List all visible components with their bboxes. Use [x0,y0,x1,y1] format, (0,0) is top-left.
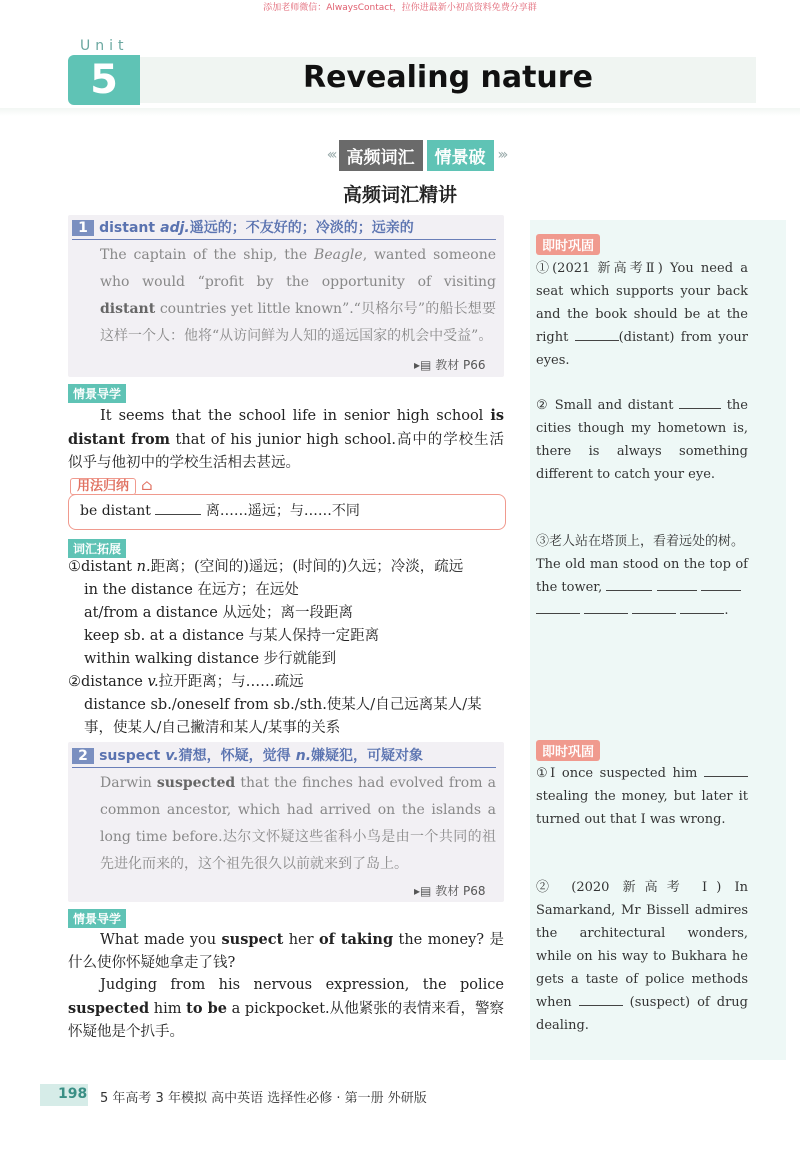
text-run: n. [136,559,151,575]
book-icon: ▸▤ [414,358,432,372]
practice-tag-2 [536,740,600,761]
vocab-line [68,648,504,671]
usage-rule [80,500,360,523]
part-of-speech: v. [165,748,179,764]
vocab-line [68,579,504,602]
text-run: The captain of the ship, the [100,247,315,263]
scene-tag-label: 情景导学 [68,909,126,928]
banner-right: 情景破 [427,140,494,171]
entry-heading-1 [72,217,496,240]
text-run: distance sb./oneself from sb./sth.使某人/自己远离某人/某事，使某人/自己撇清和某人/某事的关系 [84,697,482,736]
source-text: 教材 P66 [435,358,486,372]
section-banner [318,140,514,170]
text-run: It seems that the school life in senior high school [100,408,491,424]
q1-blank[interactable] [575,340,619,341]
banner-left: 高频词汇 [339,140,423,171]
q3-blank-2[interactable] [657,590,697,591]
text-run: a pickpocket.从他紧张的表情来看，警察怀疑他是个扒手。 [68,1001,505,1040]
chevron-right-icon: ››› [497,147,506,163]
practice-tag-1 [536,234,600,255]
vocab-line [68,602,504,625]
text-run: 拉开距离；与……疏远 [158,674,304,690]
vocab-tag-label: 词汇拓展 [68,539,126,558]
book-series: 5 年高考 3 年模拟 高中英语 选择性必修 · 第一册 外研版 [100,1091,427,1106]
q1-text-end: (distant) from your eyes. [536,330,748,368]
meaning-2: 嫌疑犯，可疑对象 [311,748,424,764]
text-run: v. [147,674,159,690]
vocab-line [68,556,504,579]
text-run: is distant from [68,407,504,448]
textbook-quote-1 [100,242,496,350]
usage-tag [70,475,153,494]
usage-tag-label: 用法归纳 [70,478,136,495]
chevron-left-icon: ‹‹‹ [326,147,335,163]
vocab-line [68,671,504,694]
text-run: keep sb. at a distance 与某人保持一定距离 [84,628,380,644]
scene-tag-1 [68,383,126,403]
q5-text: ② (2020 新高考 Ⅰ) In Samarkand, Mr Bissell admires the architectural wonders, while on his way to Bukhara he gets a taste of police methods when [536,880,748,1010]
unit-number: 5 [68,55,140,105]
text-run: distant [100,301,156,317]
text-run: ②distance [68,674,148,690]
text-run: her [283,932,319,948]
q3-end: . [724,603,729,618]
text-run: in the distance 在远方；在远处 [84,582,299,598]
section-subtitle: 高频词汇精讲 [342,184,457,206]
text-run: that the finches had evolved from a common ancestor, which had arrived on the islands a long time before.达尔文怀疑这些雀科小鸟是由一个共同的祖先进化而来的，这个祖先很久以前就来到了岛上。 [100,775,496,872]
practice-q4 [536,762,748,831]
text-run: countries yet little known”.“贝格尔号”的船长想要这样一个人：他将“从访问鲜为人知的遥远国家的机会中受益”。 [100,301,496,344]
source-ref-2 [414,882,486,899]
q3-blank-3[interactable] [701,590,741,591]
text-run: of taking [318,931,394,948]
text-run: What made you [100,932,222,948]
q5-text-end: (suspect) of drug dealing. [536,995,748,1033]
q4-blank[interactable] [704,776,748,777]
vocab-line [68,625,504,648]
text-run: , wanted someone who would “profit by the opportunity of visiting [100,247,496,290]
practice-tag-label: 即时巩固 [536,740,600,761]
page-title: Revealing nature [303,60,593,95]
scene-paragraph-1 [68,404,504,475]
vocab-list [68,556,504,740]
practice-q3 [536,530,748,622]
text-run: at/from a distance 从远处；离一段距离 [84,605,353,621]
practice-q2 [536,394,748,486]
meaning: 遥远的；不友好的；冷淡的；远亲的 [189,220,414,236]
textbook-quote-2 [100,770,496,878]
q3-chinese: ③老人站在塔顶上，看着远处的树。 [536,534,745,549]
usage-suffix: 离……遥远；与……不同 [205,503,360,519]
source-text: 教材 P68 [435,884,486,898]
entry-number: 2 [72,748,94,764]
practice-q1 [536,257,748,372]
source-ref-1 [414,356,486,373]
q4-text: ①I once suspected him [536,766,704,781]
usage-prefix: be distant [80,503,151,519]
q5-blank[interactable] [579,1005,623,1006]
q3-blank-5[interactable] [584,613,628,614]
q2-text-end: the cities though my hometown is, there is always something different to catch your eye. [536,398,748,482]
practice-q5 [536,876,748,1037]
text-run: to be [186,1000,227,1017]
meaning: 猜想，怀疑，觉得 [178,748,291,764]
text-run: within walking distance 步行就能到 [84,651,337,667]
q3-blank-7[interactable] [680,613,724,614]
header-divider [0,108,800,116]
part-of-speech: adj. [160,220,190,236]
box-icon: ⌂ [141,476,153,494]
vocab-line [68,694,504,740]
practice-tag-label: 即时巩固 [536,234,600,255]
text-run: suspected [68,1000,150,1017]
entry-number: 1 [72,220,94,236]
text-run: suspected [156,775,236,791]
scene-tag-label: 情景导学 [68,384,126,403]
q1-text: ①(2021 新高考Ⅱ) You need a seat which supports your back and the book should be at the right [536,261,748,345]
text-run: Beagle [314,247,363,263]
text-run: suspect [221,931,284,948]
text-run: ①distant [68,559,137,575]
q2-blank[interactable] [679,408,721,409]
text-run: 距离；(空间的)遥远；(时间的)久远；冷淡，疏远 [150,559,464,575]
text-run: that of his junior high school.高中的学校生活似乎与他初中的学校生活相去甚远。 [68,432,504,471]
text-run: Judging from his nervous expression, the police [100,977,504,993]
unit-label: Unit [80,38,129,54]
usage-blank[interactable] [155,514,201,515]
vocab-tag [68,538,126,558]
q3-blank-6[interactable] [632,613,676,614]
q3-blank-4[interactable] [536,613,580,614]
text-run: Darwin [100,775,157,791]
watermark: 添加老师微信：AlwaysContact，拉你进最新小初高资料免费分享群 [263,3,537,13]
q3-english: The old man stood on the top of the tower, [536,557,748,595]
part-of-speech-2: n. [295,748,312,764]
q3-blank-1[interactable] [606,590,652,591]
q4-text-end: stealing the money, but later it turned out that I was wrong. [536,789,748,827]
scene-paragraph-3 [68,974,504,1044]
text-run: him [149,1001,187,1017]
headword: suspect [99,748,161,764]
page-number: 198 [58,1086,88,1102]
scene-tag-2 [68,908,126,928]
q2-text: ② Small and distant [536,398,680,413]
headword: distant [99,220,156,236]
text-run: the money? 是什么使你怀疑她拿走了钱? [68,932,504,971]
entry-heading-2 [72,745,496,768]
scene-paragraph-2 [68,928,504,975]
book-icon: ▸▤ [414,884,432,898]
